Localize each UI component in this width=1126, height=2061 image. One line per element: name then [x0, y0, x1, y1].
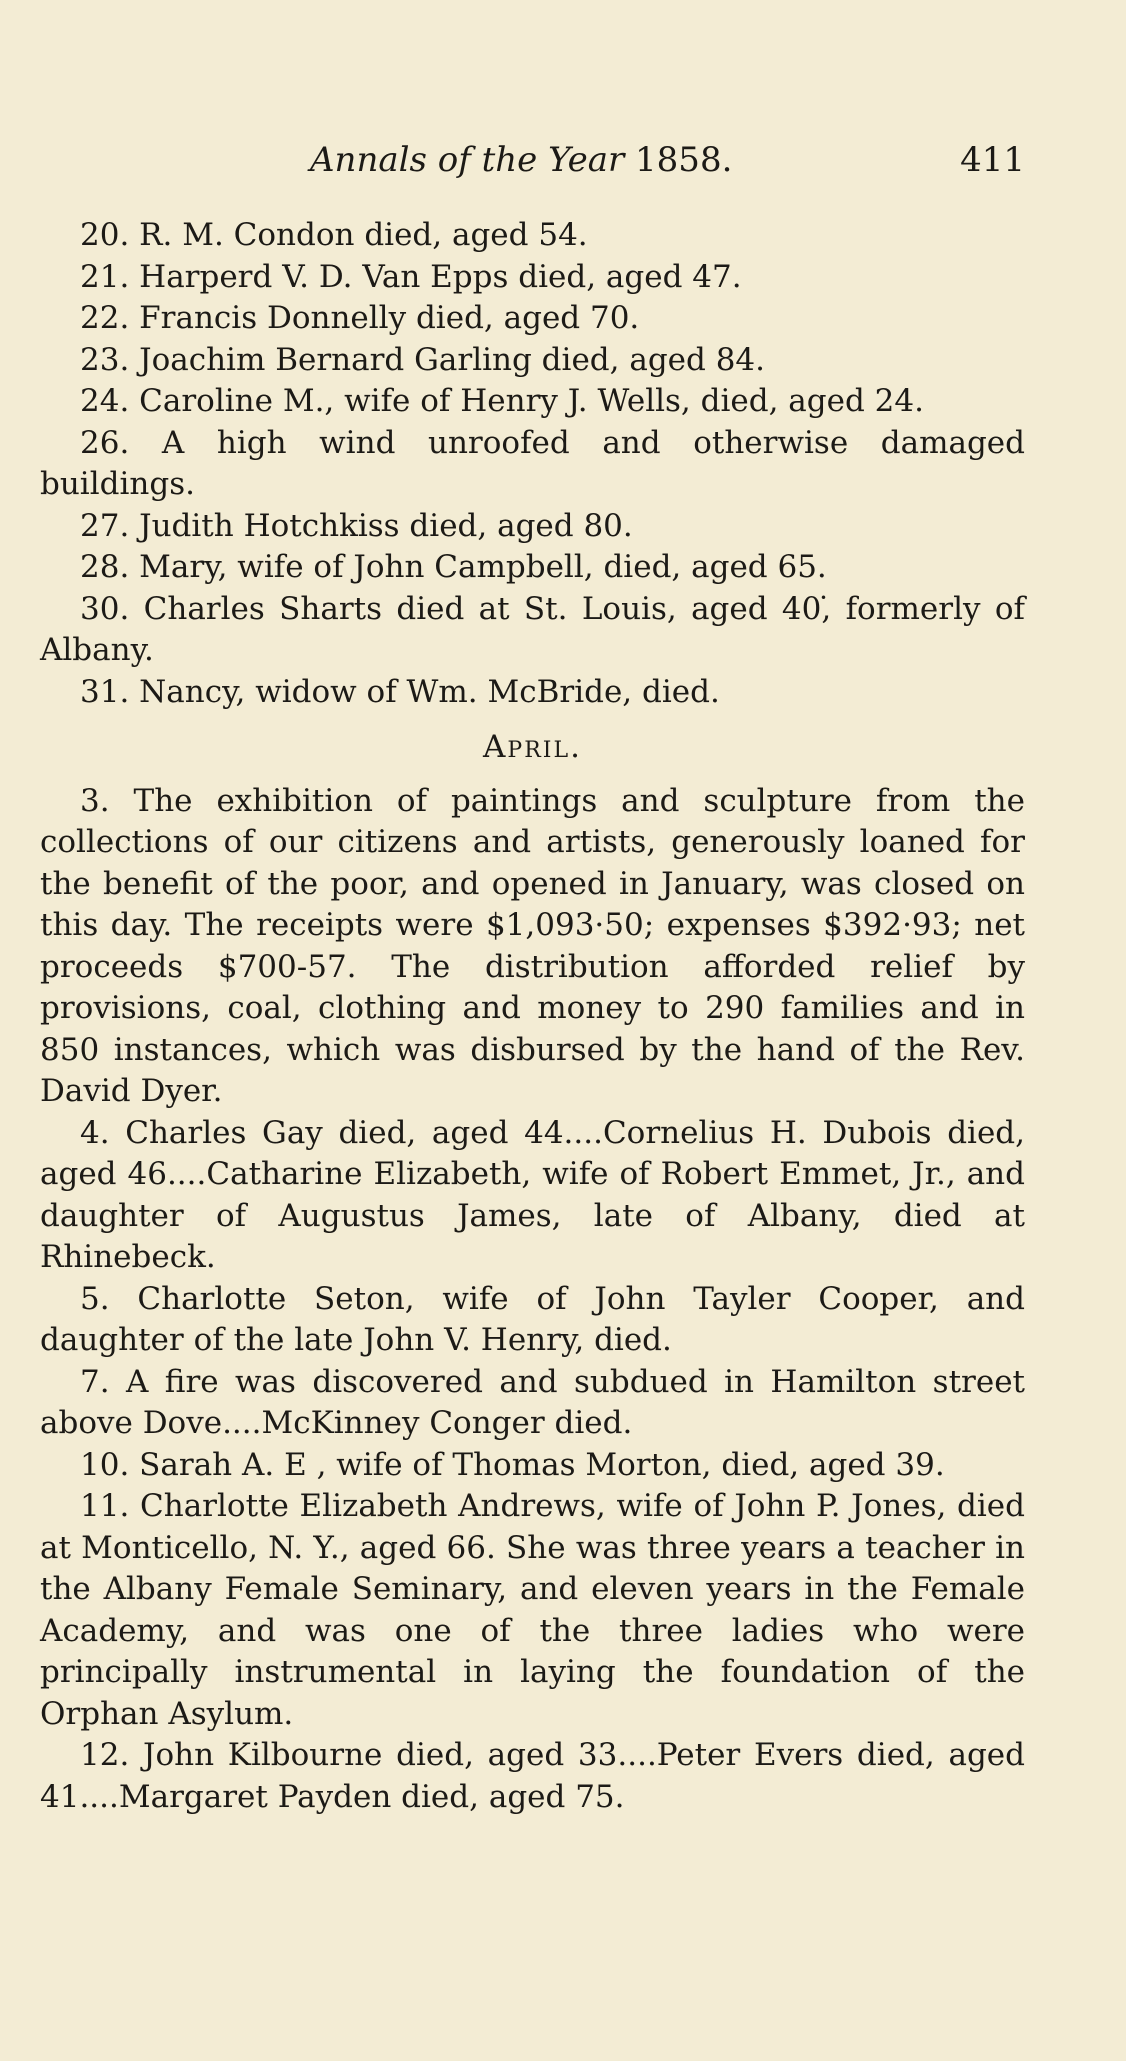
body-text: [40, 215, 1025, 1818]
april-entry-4: 4. Charles Gay died, aged 44....Cornelius H. Dubois died, aged 46....Catharine Elizabeth, wife of Robert Emmet, Jr., and daughter of Augustus James, late of Albany, died at Rhinebeck.: [40, 1114, 1025, 1275]
april-entry-11: 11. Charlotte Elizabeth Andrews, wife of John P. Jones, died at Monticello, N. Y., aged 66. She was three years a teacher in the Albany Female Seminary, and eleven years in the Female Academy, and was one of the three ladies who were principally instrumental in laying the foundation of the Orphan Asylum.: [40, 1488, 1025, 1732]
entry-23: 23. Joachim Bernard Garling died, aged 84.: [80, 341, 766, 378]
entry-30: 30. Charles Sharts died at St. Louis, aged 40,̇ formerly of Albany.: [40, 590, 1025, 668]
section-heading-april: April.: [483, 729, 582, 765]
april-entry-5: 5. Charlotte Seton, wife of John Tayler Cooper, and daughter of the late John V. Henry, died.: [40, 1280, 1025, 1358]
april-entry-10: 10. Sarah A. E , wife of Thomas Morton, died, aged 39.: [80, 1446, 945, 1483]
entry-22: 22. Francis Donnelly died, aged 70.: [80, 300, 640, 336]
april-entry-3: 3. The exhibition of paintings and sculpture from the collections of our citizens and artists, generously loaned for the benefit of the poor, and opened in January, was closed on this day. The receipts were $1,093·50; expenses $392·93; net proceeds $700-57. The distribution afforded relief by provisions, coal, clothing and money to 290 families and in 850 instances, which was disbursed by the hand of the Rev. David Dyer.: [40, 782, 1025, 1109]
page-number: 411: [960, 140, 1025, 180]
entry-20: 20. R. M. Condon died, aged 54.: [80, 217, 588, 253]
entry-31: 31. Nancy, widow of Wm. McBride, died.: [80, 673, 720, 710]
april-entry-7: 7. A fire was discovered and subdued in Hamilton street above Dove....McKinney Conger died.: [40, 1363, 1025, 1441]
entry-28: 28. Mary, wife of John Campbell, died, aged 65.: [80, 549, 827, 585]
title-year: 1858.: [635, 140, 733, 180]
entry-27: 27. Judith Hotchkiss died, aged 80.: [80, 507, 633, 544]
running-title: [310, 140, 732, 180]
running-header: [40, 140, 1025, 180]
entry-26: 26. A high wind unroofed and otherwise damaged buildings.: [40, 424, 1025, 502]
entry-21: 21. Harperd V. D. Van Epps died, aged 47.: [80, 258, 742, 295]
entry-24: 24. Caroline M., wife of Henry J. Wells, died, aged 24.: [80, 383, 924, 419]
title-italic: Annals of the Year: [310, 140, 625, 180]
april-entry-12: 12. John Kilbourne died, aged 33....Peter Evers died, aged 41....Margaret Payden died, aged 75.: [40, 1737, 1025, 1815]
